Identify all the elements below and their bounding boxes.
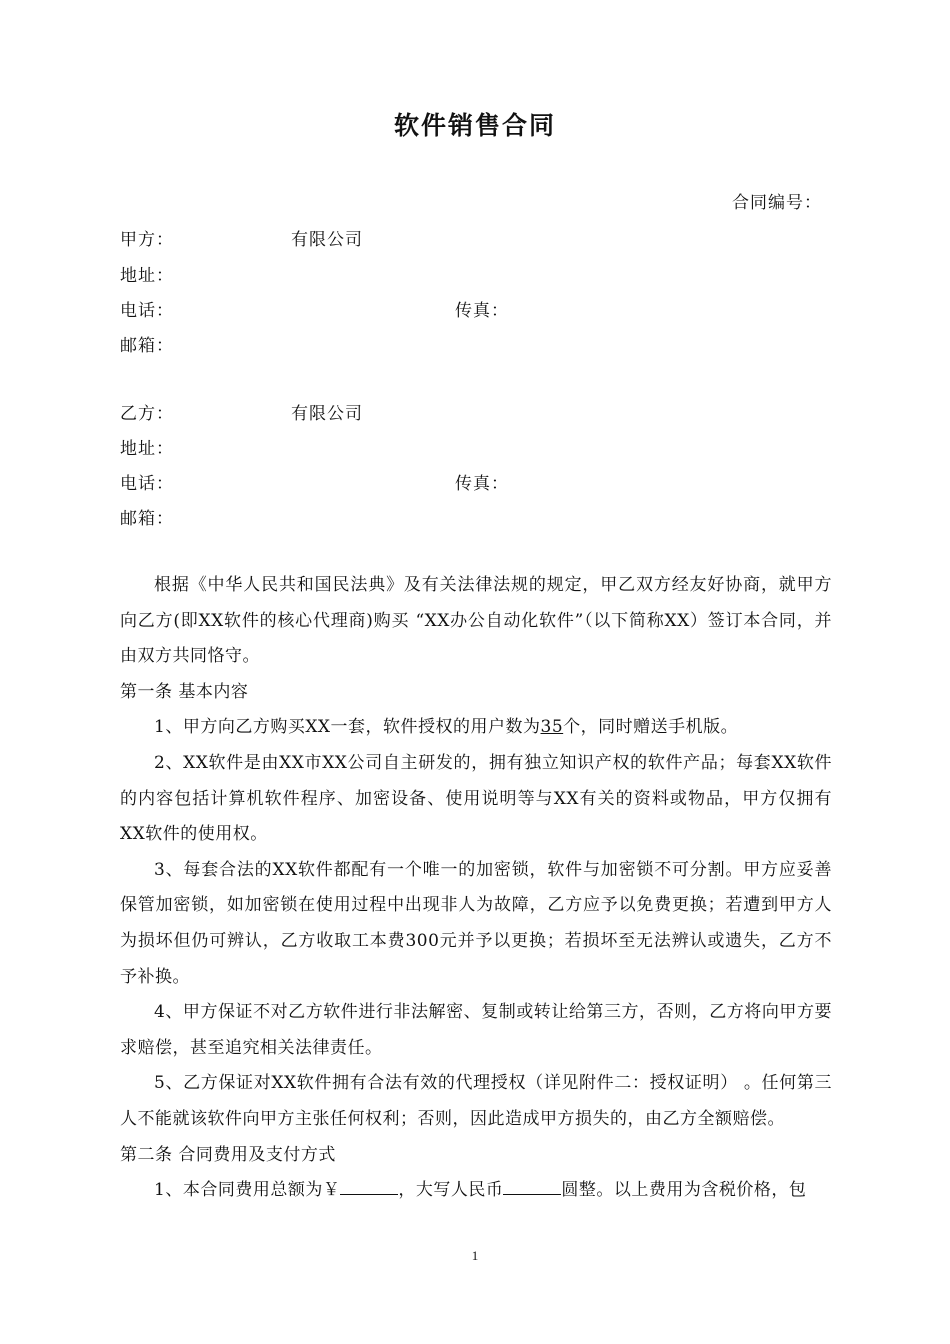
article-2-item-1-text: 1、本合同费用总额为￥ xyxy=(154,1180,341,1201)
party-a-company: 有限公司 xyxy=(291,230,363,250)
amount-in-words-blank xyxy=(503,1178,561,1195)
user-count-value: 35 xyxy=(540,717,564,738)
article-1-item-3: 3、每套合法的XX软件都配有一个唯一的加密锁，软件与加密锁不可分割。甲方应妥善保管加密锁，如加密锁在使用过程中出现非人为故障，乙方应予以免费更换；若遭到甲方人为损坏但仍可辨认，乙方收取工本费300元并予以更换；若损坏至无法辨认或遗失，乙方不予补换。 xyxy=(120,859,832,987)
party-b-company: 有限公司 xyxy=(291,404,363,424)
article-1-heading: 第一条 基本内容 xyxy=(120,681,249,702)
party-b-label: 乙方： xyxy=(120,404,174,424)
party-a-email-label: 邮箱： xyxy=(120,336,174,356)
article-1-item-1-text: 1、甲方向乙方购买XX一套，软件授权的用户数为 xyxy=(154,717,541,738)
party-b-phone-label: 电话： xyxy=(120,474,174,494)
article-2-item-1-tail: 圆整。以上费用为含税价格，包 xyxy=(561,1180,807,1201)
party-a-label: 甲方： xyxy=(120,230,174,250)
article-1-item-1 xyxy=(120,710,832,746)
document-title: 软件销售合同 xyxy=(393,111,556,140)
article-1-item-1-tail: 个，同时赠送手机版。 xyxy=(563,717,739,738)
party-b-address-label: 地址： xyxy=(120,439,174,459)
party-b-fax-label: 传真： xyxy=(455,474,509,494)
party-a-phone-label: 电话： xyxy=(120,301,174,321)
party-b-email-label: 邮箱： xyxy=(120,509,174,529)
party-a-address-label: 地址： xyxy=(120,266,174,286)
page-number: 1 xyxy=(471,1248,479,1263)
total-amount-blank xyxy=(340,1178,398,1195)
article-2-item-1 xyxy=(120,1173,832,1209)
article-1-item-5: 5、乙方保证对XX软件拥有合法有效的代理授权（详见附件二：授权证明） 。任何第三人不能就该软件向甲方主张任何权利；否则，因此造成甲方损失的，由乙方全额赔偿。 xyxy=(120,1073,832,1129)
party-a-fax-label: 传真： xyxy=(455,301,509,321)
preamble-paragraph: 根据《中华人民共和国民法典》及有关法律法规的规定，甲乙双方经友好协商，就甲方向乙方(即XX软件的核心代理商)购买 “XX办公自动化软件”（以下简称XX）签订本合同，并由双方共同恪守。 xyxy=(120,575,832,667)
contract-number-label: 合同编号： xyxy=(732,193,822,213)
article-1-item-2: 2、XX软件是由XX市XX公司自主研发的，拥有独立知识产权的软件产品；每套XX软件的内容包括计算机软件程序、加密设备、使用说明等与XX有关的资料或物品，甲方仅拥有XX软件的使用权。 xyxy=(120,752,832,845)
article-1-item-4: 4、甲方保证不对乙方软件进行非法解密、复制或转让给第三方，否则，乙方将向甲方要求赔偿，甚至追究相关法律责任。 xyxy=(120,1002,832,1058)
contract-body xyxy=(120,568,832,1209)
article-2-heading: 第二条 合同费用及支付方式 xyxy=(120,1144,336,1165)
article-2-item-1-mid: ，大写人民币 xyxy=(398,1180,504,1201)
